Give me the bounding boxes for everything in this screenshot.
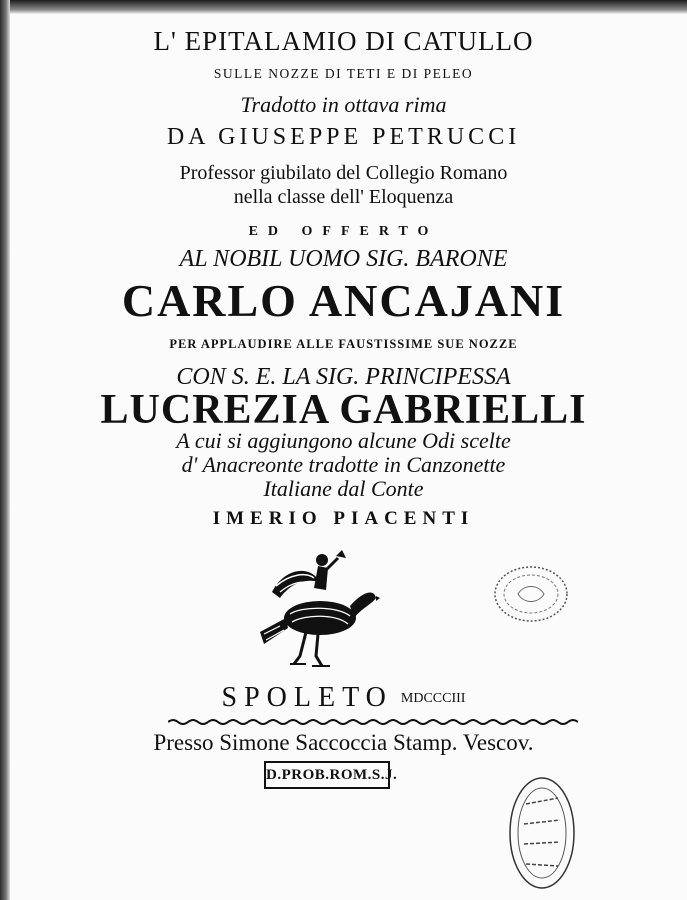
author-name: DA GIUSEPPE PETRUCCI — [166, 124, 521, 150]
imprint-place-line — [0, 682, 687, 714]
library-stamp: D.PROB.ROM.S.J. — [264, 761, 390, 789]
offered-line: ED OFFERTO — [248, 224, 439, 239]
bride-name: LUCREZIA GABRIELLI — [100, 387, 587, 433]
imprint-year: MDCCCIII — [400, 691, 466, 706]
eagle-with-figure-icon — [250, 548, 380, 670]
book-subtitle: SULLE NOZZE DI TETI E DI PELEO — [213, 66, 474, 81]
addendum-line-1: A cui si aggiungono alcune Odi scelte — [176, 428, 511, 453]
dedicatee-intro: AL NOBIL UOMO SIG. BARONE — [179, 246, 508, 272]
national-library-stamp-icon — [506, 774, 578, 892]
book-title: L' EPITALAMIO DI CATULLO — [153, 26, 534, 56]
page-top-edge — [0, 0, 687, 14]
bride-intro: CON S. E. LA SIG. PRINCIPESSA — [176, 364, 511, 390]
author-role-line-1: Professor giubilato del Collegio Romano — [179, 162, 508, 184]
dedicatee-name: CARLO ANCAJANI — [121, 275, 566, 326]
imprint-place: SPOLETO — [221, 682, 393, 713]
addendum-line-2: d' Anacreonte tradotte in Canzonette — [181, 452, 506, 477]
translation-note: Tradotto in ottava rima — [240, 92, 447, 117]
addendum-line-3: Italiane dal Conte — [263, 476, 424, 501]
translator-name: IMERIO PIACENTI — [212, 508, 475, 529]
occasion-line: PER APPLAUDIRE ALLE FAUSTISSIME SUE NOZZE — [169, 337, 518, 351]
author-role-line-2: nella classe dell' Eloquenza — [233, 186, 454, 208]
printer-line: Presso Simone Saccoccia Stamp. Vescov. — [153, 730, 534, 755]
embossed-seal-icon — [492, 564, 570, 624]
decorative-rule — [168, 718, 578, 726]
